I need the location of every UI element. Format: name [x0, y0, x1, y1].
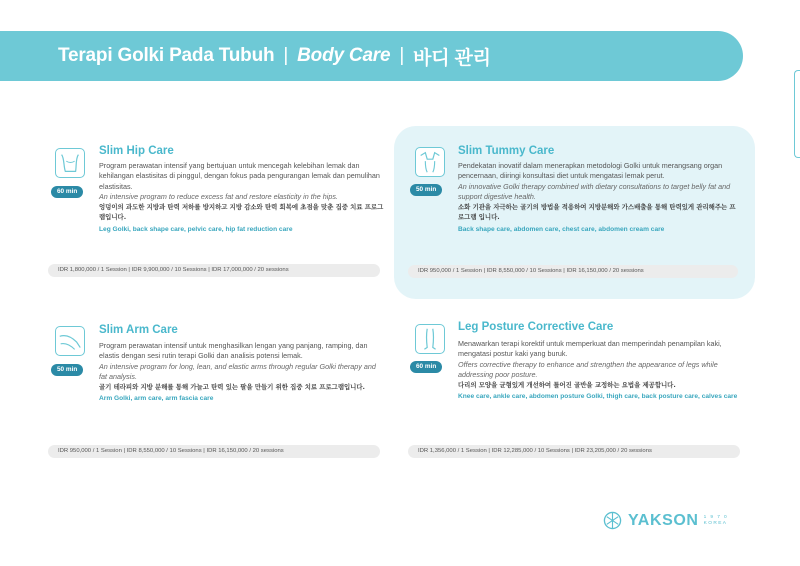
- card-description: [458, 161, 738, 235]
- header-title-id: Terapi Golki Pada Tubuh: [58, 45, 275, 66]
- price-bar: IDR 950,000 / 1 Session | IDR 8,550,000 / 10 Sessions | IDR 16,150,000 / 20 sessions: [48, 445, 380, 458]
- description-korean: 다리의 모양을 균형있게 개선하여 틀어진 골반을 교정하는 요법을 제공합니다.: [458, 381, 676, 390]
- header-separator: |: [283, 45, 289, 66]
- treatment-tags: Back shape care, abdomen care, chest care, abdomen cream care: [458, 225, 665, 233]
- treatment-tags: Leg Golki, back shape care, pelvic care, hip fat reduction care: [99, 225, 293, 233]
- price-bar: IDR 1,356,000 / 1 Session | IDR 12,285,000 / 10 Sessions | IDR 23,205,000 / 20 sessions: [408, 445, 740, 458]
- description-english: An intensive program for long, lean, and elastic arms through regular Golki therapy and fat analysis.: [99, 361, 376, 381]
- card-description: [99, 341, 385, 405]
- brand-subtext: [704, 515, 728, 527]
- arm-body-icon: [55, 326, 85, 356]
- description-korean: 골기 테라피와 지방 분해를 통해 가늘고 탄력 있는 팔을 만들기 위한 집중 치료 프로그램입니다.: [99, 383, 365, 392]
- brand-country: KOREA: [703, 520, 728, 526]
- header-title-ko: 바디 관리: [413, 47, 491, 69]
- description-english: An intensive program to reduce excess fat and restore elasticity in the hips.: [99, 191, 338, 201]
- duration-badge: 60 min: [410, 361, 442, 373]
- card-description: [458, 339, 740, 403]
- brand-name: YAKSON: [628, 511, 699, 529]
- yakson-logo: [603, 511, 728, 530]
- card-title: Slim Arm Care: [99, 324, 178, 336]
- price-bar: IDR 1,800,000 / 1 Session | IDR 9,900,000 / 10 Sessions | IDR 17,000,000 / 20 sessions: [48, 264, 380, 277]
- leg-body-icon: [415, 324, 445, 354]
- header-separator: |: [399, 45, 405, 66]
- yakson-emblem-icon: [603, 511, 622, 530]
- treatment-tags: Knee care, ankle care, abdomen posture Golki, thigh care, back posture care, calves care: [458, 393, 738, 401]
- card-description: [99, 161, 385, 235]
- duration-badge: 60 min: [51, 186, 83, 198]
- price-bar: IDR 950,000 / 1 Session | IDR 8,550,000 / 10 Sessions | IDR 16,150,000 / 20 sessions: [408, 265, 738, 278]
- description-indonesian: Program perawatan intensif yang bertujuan untuk mencegah kelebihan lemak dan kehilangan elastisitas di pinggul, dengan fokus pada pengurangan lemak dan pemulihan elastisitas.: [99, 161, 380, 191]
- hip-body-icon: [55, 148, 85, 178]
- card-title: Leg Posture Corrective Care: [458, 321, 614, 333]
- card-title: Slim Hip Care: [99, 145, 174, 157]
- header-banner: [0, 31, 743, 81]
- description-korean: 소화 기관을 자극하는 골기의 방법을 적용하여 지방분해와 가스배출을 통해 탄력있게 관리해주는 프로그램 입니다.: [458, 203, 736, 222]
- card-title: Slim Tummy Care: [458, 145, 555, 157]
- description-indonesian: Program perawatan intensif untuk menghasilkan lengan yang panjang, ramping, dan elastis dengan sesi rutin terapi Golki dan analisis potensi lemak.: [99, 341, 368, 361]
- description-english: An innovative Golki therapy combined with dietary consultations to target belly fat and support digestive health.: [458, 181, 731, 201]
- brand-year: 1 9 7 0: [703, 514, 729, 520]
- duration-badge: 50 min: [51, 364, 83, 376]
- description-english: Offers corrective therapy to enhance and strengthen the appearance of legs while addressing poor posture.: [458, 359, 718, 379]
- header-title-en: Body Care: [297, 45, 391, 66]
- description-indonesian: Menawarkan terapi korektif untuk memperkuat dan memperindah penampilan kaki, mengatasi postur kaki yang buruk.: [458, 339, 722, 359]
- page-edge-tab: [794, 70, 800, 158]
- abdomen-body-icon: [415, 147, 445, 177]
- description-indonesian: Pendekatan inovatif dalam menerapkan metodologi Golki untuk merangsang organ pencernaan, diiringi konsultasi diet untuk mengatasi lemak perut.: [458, 161, 723, 181]
- duration-badge: 50 min: [410, 184, 442, 196]
- description-korean: 엉덩이의 과도한 지방과 탄력 저하를 방지하고 지방 감소와 탄력 회복에 초점을 맞춘 집중 치료 프로그램입니다.: [99, 203, 384, 222]
- treatment-tags: Arm Golki, arm care, arm fascia care: [99, 395, 214, 403]
